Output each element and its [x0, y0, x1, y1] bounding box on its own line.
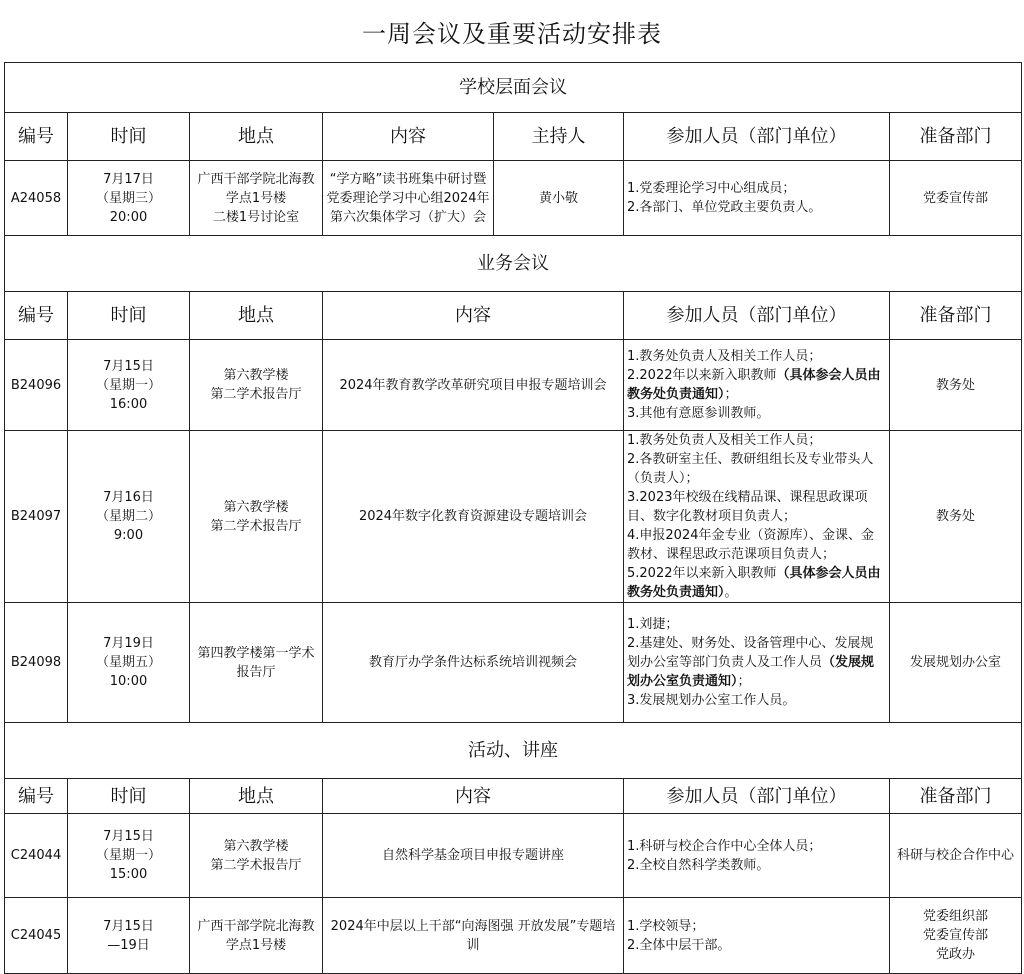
- section-row: [5, 236, 1022, 292]
- cell-content: 自然科学基金项目申报专题讲座: [323, 814, 624, 898]
- participant-line: [627, 366, 886, 404]
- place-line: 第四教学楼第一学术报告厅: [197, 645, 315, 680]
- time-line: 7月19日: [103, 636, 154, 651]
- header-host: 主持人: [494, 113, 624, 161]
- participant-note: （具体参会人员由教务处负责通知）: [627, 566, 881, 600]
- cell-time: [68, 898, 190, 974]
- participant-text: 。: [724, 585, 738, 600]
- participant-text: 1.科研与校企合作中心全体人员；: [627, 838, 822, 854]
- header-row: [5, 113, 1022, 161]
- participant-text: 1.刘捷；: [627, 617, 679, 632]
- participant-line: [627, 917, 886, 936]
- dept-line: 党委组织部: [923, 909, 989, 924]
- participant-text: 1.教务处负责人及相关工作人员；: [627, 349, 822, 364]
- cell-time: [68, 603, 190, 723]
- header-place: 地点: [190, 779, 323, 814]
- cell-participants: [624, 898, 890, 974]
- time-line: （星期一）: [95, 848, 161, 863]
- header-dept: 准备部门: [890, 292, 1022, 340]
- cell-dept: [890, 898, 1022, 974]
- participant-line: [627, 634, 886, 691]
- participant-text: 1.教务处负责人及相关工作人员；: [627, 433, 822, 448]
- time-line: 15:00: [109, 867, 148, 882]
- cell-time: [68, 161, 190, 236]
- place-line: 第二学术报告厅: [210, 387, 302, 402]
- time-line: 10:00: [109, 674, 148, 689]
- dept-line: 教务处: [936, 509, 976, 524]
- cell-place: [190, 898, 323, 974]
- participant-text: 1.党委理论学习中心组成员；: [627, 181, 796, 196]
- cell-content: 教育厅办学条件达标系统培训视频会: [323, 603, 624, 723]
- cell-dept: [890, 431, 1022, 603]
- cell-participants: [624, 340, 890, 431]
- place-line: 广西干部学院北海教学点1号楼: [197, 171, 315, 206]
- participant-line: [627, 431, 886, 450]
- dept-line: 教务处: [936, 377, 976, 393]
- place-line: 第二学术报告厅: [210, 518, 302, 534]
- page-title: 一周会议及重要活动安排表: [362, 19, 662, 48]
- place-line: 第六教学楼: [223, 838, 289, 854]
- cell-id: B24097: [5, 431, 68, 603]
- cell-time: [68, 431, 190, 603]
- dept-line: 科研与校企合作中心: [897, 848, 1015, 863]
- header-place: 地点: [190, 113, 323, 161]
- cell-content: “学方略”读书班集中研讨暨党委理论学习中心组2024年第六次集体学习（扩大）会: [323, 161, 494, 236]
- time-line: （星期一）: [95, 377, 161, 393]
- participant-line: [627, 526, 886, 564]
- header-content: 内容: [323, 779, 624, 814]
- time-line: 7月17日: [103, 171, 154, 187]
- dept-line: 党委宣传部: [923, 190, 989, 206]
- participant-line: [627, 615, 886, 634]
- header-participants: 参加人员（部门单位）: [624, 292, 890, 340]
- participant-text: 2.2022年以来新入职教师: [627, 368, 777, 383]
- cell-dept: [890, 340, 1022, 431]
- section-title: 学校层面会议: [5, 63, 1022, 113]
- header-time: 时间: [68, 779, 190, 814]
- cell-place: [190, 431, 323, 603]
- participant-text: 3.2023年校级在线精品课、课程思政课项目、数字化教材项目负责人；: [627, 490, 868, 524]
- cell-id: C24045: [5, 898, 68, 974]
- participant-text: 5.2022年以来新入职教师: [627, 566, 777, 581]
- participant-line: [627, 837, 886, 856]
- participant-line: [627, 691, 886, 710]
- cell-place: [190, 340, 323, 431]
- table-row: [5, 340, 1022, 431]
- table-row: [5, 161, 1022, 236]
- section-title: 活动、讲座: [5, 723, 1022, 779]
- participant-text: ；: [724, 387, 738, 402]
- participant-line: [627, 198, 886, 217]
- time-line: 20:00: [109, 209, 148, 225]
- participant-text: 3.发展规划办公室工作人员。: [627, 693, 796, 708]
- participant-line: [627, 488, 886, 526]
- participant-note: （具体参会人员由教务处负责通知）: [627, 368, 881, 402]
- dept-line: 发展规划办公室: [910, 655, 1002, 670]
- header-participants: 参加人员（部门单位）: [624, 113, 890, 161]
- header-dept: 准备部门: [890, 779, 1022, 814]
- dept-line: 党委宣传部: [923, 928, 989, 943]
- time-line: 7月16日: [103, 490, 154, 505]
- place-line: 第二学术报告厅: [210, 857, 302, 873]
- participant-text: 2.基建处、财务处、设备管理中心、发展规划办公室等部门负责人及工作人员: [627, 636, 874, 670]
- participant-line: [627, 564, 886, 602]
- table-row: [5, 431, 1022, 603]
- header-time: 时间: [68, 113, 190, 161]
- section-row: [5, 723, 1022, 779]
- participant-line: [627, 404, 886, 423]
- cell-participants: [624, 161, 890, 236]
- time-line: （星期三）: [95, 190, 161, 206]
- cell-place: [190, 603, 323, 723]
- time-line: 9:00: [113, 528, 144, 543]
- table-row: [5, 898, 1022, 974]
- cell-participants: [624, 431, 890, 603]
- cell-id: B24096: [5, 340, 68, 431]
- time-line: 7月15日: [103, 829, 154, 844]
- cell-time: [68, 340, 190, 431]
- header-row: [5, 779, 1022, 814]
- header-place: 地点: [190, 292, 323, 340]
- cell-participants: [624, 814, 890, 898]
- dept-line: 党政办: [936, 947, 976, 962]
- participant-line: [627, 856, 886, 875]
- header-time: 时间: [68, 292, 190, 340]
- header-row: [5, 292, 1022, 340]
- participant-line: [627, 347, 886, 366]
- participant-line: [627, 450, 886, 488]
- time-line: 7月15日: [103, 358, 154, 374]
- cell-id: A24058: [5, 161, 68, 236]
- header-id: 编号: [5, 292, 68, 340]
- header-id: 编号: [5, 779, 68, 814]
- participant-note: （发展规划办公室负责通知）: [627, 655, 875, 689]
- cell-place: [190, 814, 323, 898]
- table-row: [5, 603, 1022, 723]
- time-line: （星期五）: [95, 655, 161, 670]
- header-content: 内容: [323, 292, 624, 340]
- cell-time: [68, 814, 190, 898]
- participant-text: 2.全校自然科学类教师。: [627, 857, 770, 873]
- time-line: 16:00: [109, 396, 148, 412]
- place-line: 第六教学楼: [223, 499, 289, 515]
- time-line: （星期二）: [95, 509, 161, 524]
- participant-text: 3.其他有意愿参训教师。: [627, 406, 770, 421]
- cell-dept: [890, 814, 1022, 898]
- participant-text: 2.各教研室主任、教研组组长及专业带头人（负责人）；: [627, 452, 874, 486]
- participant-text: 1.学校领导；: [627, 918, 705, 934]
- time-line: —19日: [107, 937, 150, 953]
- cell-content: 2024年中层以上干部“向海图强 开放发展”专题培训: [323, 898, 624, 974]
- cell-id: B24098: [5, 603, 68, 723]
- cell-content: 2024年教育教学改革研究项目申报专题培训会: [323, 340, 624, 431]
- cell-host: 黄小敬: [494, 161, 624, 236]
- section-title: 业务会议: [5, 236, 1022, 292]
- cell-id: C24044: [5, 814, 68, 898]
- header-participants: 参加人员（部门单位）: [624, 779, 890, 814]
- participant-line: [627, 936, 886, 955]
- cell-participants: [624, 603, 890, 723]
- header-content: 内容: [323, 113, 494, 161]
- cell-place: [190, 161, 323, 236]
- place-line: 二楼1号讨论室: [212, 209, 300, 225]
- participant-text: ；: [737, 674, 751, 689]
- header-id: 编号: [5, 113, 68, 161]
- participant-text: 2.全体中层干部。: [627, 937, 731, 953]
- schedule-table: [4, 62, 1022, 974]
- time-line: 7月15日: [103, 918, 154, 934]
- header-dept: 准备部门: [890, 113, 1022, 161]
- participant-text: 4.申报2024年金专业（资源库）、金课、金教材、课程思政示范课项目负责人；: [627, 528, 874, 562]
- section-row: [5, 63, 1022, 113]
- cell-dept: [890, 161, 1022, 236]
- cell-content: 2024年数字化教育资源建设专题培训会: [323, 431, 624, 603]
- place-line: 广西干部学院北海教学点1号楼: [197, 918, 315, 953]
- cell-dept: [890, 603, 1022, 723]
- participant-text: 2.各部门、单位党政主要负责人。: [627, 200, 822, 215]
- participant-line: [627, 179, 886, 198]
- table-row: [5, 814, 1022, 898]
- place-line: 第六教学楼: [223, 368, 289, 383]
